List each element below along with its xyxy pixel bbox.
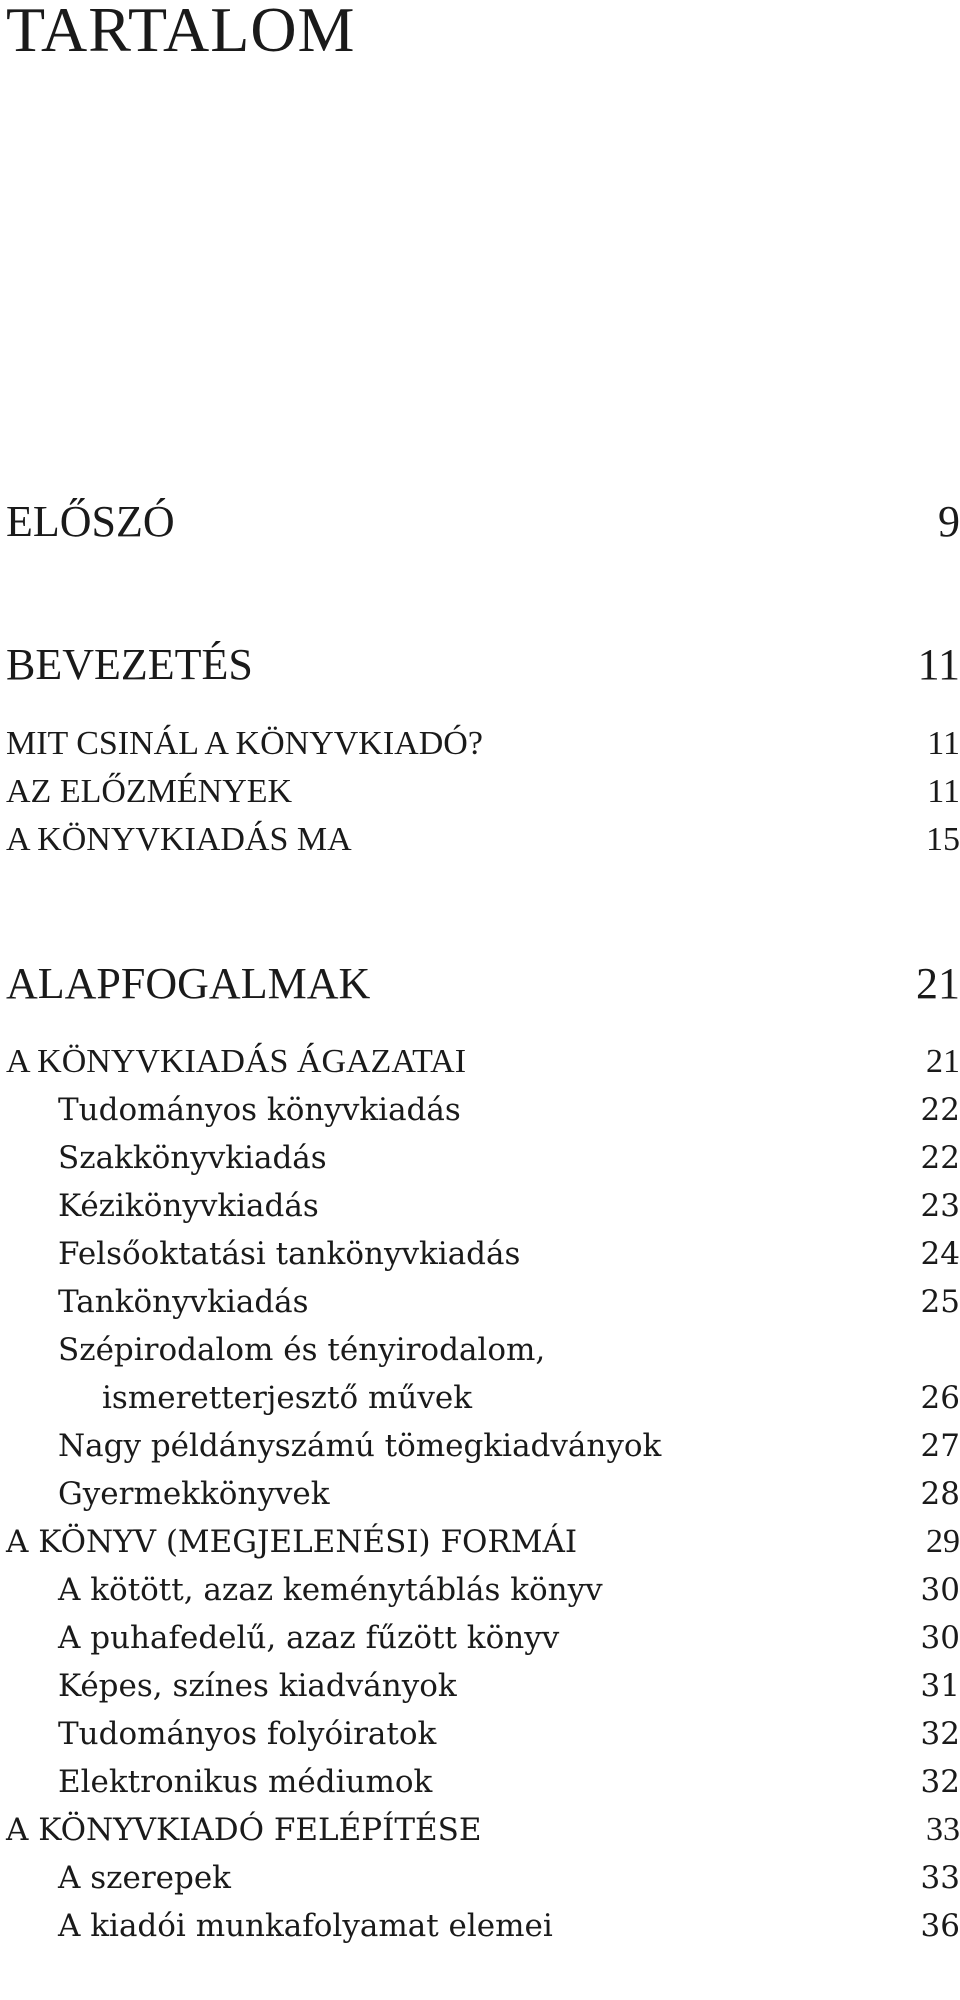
toc-entry-label: A KÖNYVKIADÁS MA xyxy=(6,821,352,858)
toc-entry-page-number: 25 xyxy=(920,1284,960,1320)
toc-entry-page-number: 21 xyxy=(916,959,960,1008)
toc-entry-munkafolyamat[interactable] xyxy=(6,1904,960,1948)
toc-entry-tudomanyos-konyvkiadas[interactable] xyxy=(6,1088,960,1132)
toc-entry-page-number: 9 xyxy=(938,497,960,546)
toc-entry-label: A puhafedelű, azaz fűzött könyv xyxy=(58,1620,560,1656)
toc-entry-label: Tankönyvkiadás xyxy=(58,1284,309,1320)
toc-entry-page-number: 11 xyxy=(917,640,960,689)
toc-entry-label: Elektronikus médiumok xyxy=(58,1764,433,1800)
toc-entry-bevezetes[interactable] xyxy=(6,638,960,692)
toc-entry-szepirodalom[interactable] xyxy=(6,1328,960,1372)
toc-entry-page-number: 21 xyxy=(926,1043,960,1080)
toc-entry-tankonyvkiadas[interactable] xyxy=(6,1280,960,1324)
toc-entry-puhafedelu-konyv[interactable] xyxy=(6,1616,960,1660)
toc-entry-page-number: 11 xyxy=(927,725,960,762)
toc-entry-label: Szakkönyvkiadás xyxy=(58,1140,327,1176)
toc-entry-label: ismeretterjesztő művek xyxy=(102,1380,472,1416)
toc-entry-szakkonyvkiadas[interactable] xyxy=(6,1136,960,1180)
toc-entry-label: Tudományos folyóiratok xyxy=(58,1716,437,1752)
toc-entry-label: Tudományos könyvkiadás xyxy=(58,1092,461,1128)
toc-entry-szerepek[interactable] xyxy=(6,1856,960,1900)
toc-entry-page-number: 33 xyxy=(920,1860,960,1896)
toc-entry-folyoiratok[interactable] xyxy=(6,1712,960,1756)
toc-entry-label: ALAPFOGALMAK xyxy=(6,959,371,1008)
toc-entry-page-number: 36 xyxy=(920,1908,960,1944)
toc-entry-page-number: 23 xyxy=(920,1188,960,1224)
toc-entry-a-konyvkiadas-ma[interactable] xyxy=(6,818,960,862)
page-title: TARTALOM xyxy=(6,0,356,65)
toc-entry-page-number: 31 xyxy=(920,1668,960,1704)
toc-entry-page-number: 22 xyxy=(920,1092,960,1128)
toc-entry-agazatai[interactable] xyxy=(6,1040,960,1084)
toc-entry-label: A kiadói munkafolyamat elemei xyxy=(58,1908,553,1944)
toc-entry-eloszo[interactable] xyxy=(6,495,960,549)
toc-entry-kepes-kiadvanyok[interactable] xyxy=(6,1664,960,1708)
toc-entry-label: A KÖNYVKIADÓ FELÉPÍTÉSE xyxy=(6,1812,482,1848)
toc-entry-label: A kötött, azaz keménytáblás könyv xyxy=(58,1572,603,1608)
toc-entry-label: Szépirodalom és tényirodalom, xyxy=(58,1332,546,1368)
toc-entry-label: Gyermekkönyvek xyxy=(58,1476,330,1512)
toc-entry-ismeretterjeszto[interactable] xyxy=(6,1376,960,1420)
toc-entry-page-number: 11 xyxy=(927,773,960,810)
toc-entry-az-elozmenyek[interactable] xyxy=(6,770,960,814)
toc-entry-elektronikus-mediumok[interactable] xyxy=(6,1760,960,1804)
toc-entry-label: Felsőoktatási tankönyvkiadás xyxy=(58,1236,521,1272)
toc-entry-tomegkiadvanyok[interactable] xyxy=(6,1424,960,1468)
toc-entry-gyermekkonyvek[interactable] xyxy=(6,1472,960,1516)
toc-entry-label: BEVEZETÉS xyxy=(6,640,253,689)
toc-entry-page-number: 32 xyxy=(920,1764,960,1800)
toc-entry-label: Képes, színes kiadványok xyxy=(58,1668,457,1704)
toc-entry-label: ELŐSZÓ xyxy=(6,497,175,546)
toc-entry-page-number: 22 xyxy=(920,1140,960,1176)
toc-entry-page-number: 32 xyxy=(920,1716,960,1752)
toc-entry-page-number: 27 xyxy=(920,1428,960,1464)
toc-entry-label: Kézikönyvkiadás xyxy=(58,1188,319,1224)
toc-entry-label: A szerepek xyxy=(58,1860,231,1896)
toc-entry-kotott-konyv[interactable] xyxy=(6,1568,960,1612)
toc-entry-page-number: 24 xyxy=(920,1236,960,1272)
toc-entry-page-number: 30 xyxy=(920,1620,960,1656)
toc-entry-label: MIT CSINÁL A KÖNYVKIADÓ? xyxy=(6,725,483,762)
toc-entry-label: A KÖNYV (MEGJELENÉSI) FORMÁI xyxy=(6,1524,578,1560)
toc-entry-formai[interactable] xyxy=(6,1520,960,1564)
toc-entry-page-number: 15 xyxy=(926,821,960,858)
toc-entry-page-number: 29 xyxy=(926,1523,960,1560)
toc-entry-felsooktatasi[interactable] xyxy=(6,1232,960,1276)
toc-entry-mit-csinal[interactable] xyxy=(6,722,960,766)
toc-entry-label: A KÖNYVKIADÁS ÁGAZATAI xyxy=(6,1043,467,1080)
toc-entry-label: Nagy példányszámú tömegkiadványok xyxy=(58,1428,662,1464)
toc-entry-page-number: 30 xyxy=(920,1572,960,1608)
toc-entry-felepitese[interactable] xyxy=(6,1808,960,1852)
toc-entry-page-number: 33 xyxy=(926,1811,960,1848)
toc-entry-kezikonyvkiadas[interactable] xyxy=(6,1184,960,1228)
toc-entry-page-number: 28 xyxy=(920,1476,960,1512)
toc-entry-page-number: 26 xyxy=(920,1380,960,1416)
toc-entry-alapfogalmak[interactable] xyxy=(6,957,960,1011)
toc-entry-label: AZ ELŐZMÉNYEK xyxy=(6,773,293,810)
